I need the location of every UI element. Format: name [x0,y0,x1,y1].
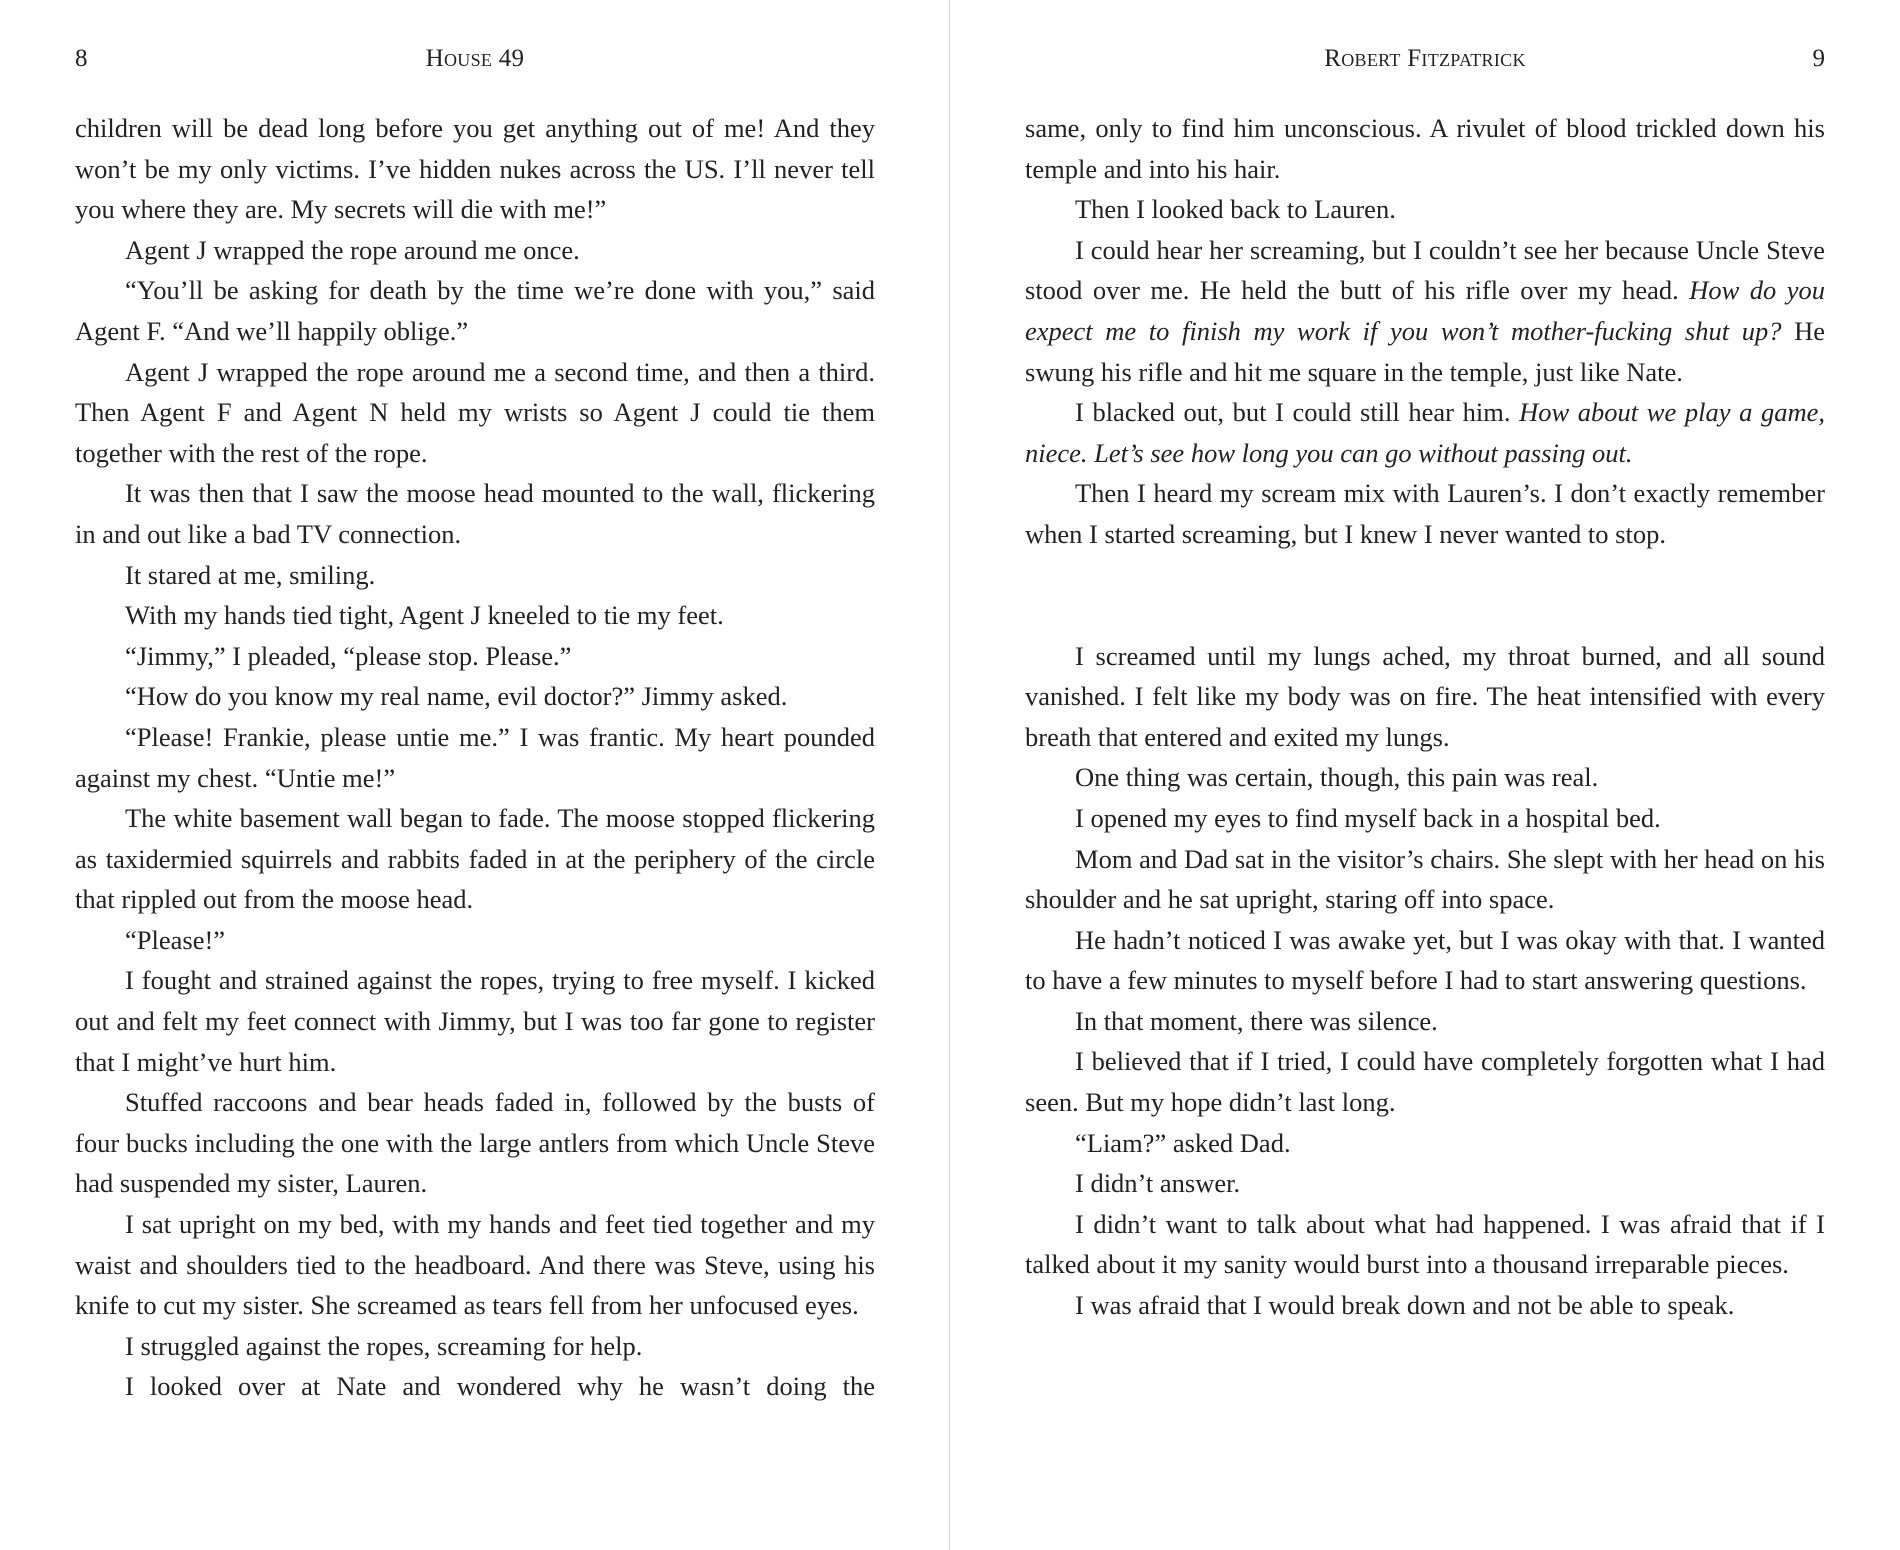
paragraph-text: He swung his rifle and hit me square in the temple, just like Nate. [1025,315,1825,387]
paragraph: “Please! Frankie, please untie me.” I was frantic. My heart pounded against my chest. “Untie me!” [75,721,875,793]
paragraph: “Liam?” asked Dad. [1075,1127,1291,1158]
paragraph [1025,392,1825,473]
page-number: 8 [75,45,88,72]
paragraph: It stared at me, smiling. [125,559,376,590]
paragraph: I screamed until my lungs ached, my throat burned, and all sound vanished. I felt like my body was on fire. The heat intensified with every breath that entered and exited my lungs. [1025,640,1825,752]
paragraph: children will be dead long before you get anything out of me! And they won’t be my only victims. I’ve hidden nukes across the US. I’ll never tell you where they are. My secrets will die with me!” [75,113,875,225]
left-page-body [75,108,875,1407]
scene-break [1025,555,1825,636]
paragraph: I struggled against the ropes, screaming for help. [125,1330,643,1361]
paragraph: “Please!” [125,924,226,955]
paragraph: He hadn’t noticed I was awake yet, but I was okay with that. I wanted to have a few minutes to myself before I had to start answering questions. [1025,924,1825,996]
paragraph: I looked over at Nate and wondered why he wasn’t doing the [125,1371,875,1402]
italic-thought: How about we play a game, niece. Let’s see how long you can go without passing out. [1025,397,1825,468]
right-page-body [1025,108,1825,1326]
paragraph: Then I heard my scream mix with Lauren’s. I don’t exactly remember when I started screaming, but I knew I never wanted to stop. [1025,478,1825,549]
paragraph: I sat upright on my bed, with my hands and feet tied together and my waist and shoulders tied to the headboard. And there was Steve, using his knife to cut my sister. She screamed as tears fell from her unfocused eyes. [75,1209,875,1321]
paragraph: same, only to find him unconscious. A rivulet of blood trickled down his temple and into his hair. [1025,113,1825,184]
paragraph: The white basement wall began to fade. The moose stopped flickering as taxidermied squirrels and rabbits faded in at the periphery of the circle that rippled out from the moose head. [75,803,875,915]
paragraph: I believed that if I tried, I could have completely forgotten what I had seen. But my hope didn’t last long. [1025,1046,1825,1118]
running-head-author: Robert Fitzpatrick [1324,45,1526,72]
paragraph: Stuffed raccoons and bear heads faded in, followed by the busts of four bucks including the one with the large antlers from which Uncle Steve had suspended my sister, Lauren. [75,1087,875,1199]
paragraph: With my hands tied tight, Agent J kneeled to tie my feet. [125,600,724,631]
paragraph: Agent J wrapped the rope around me once. [125,234,580,265]
paragraph: I fought and strained against the ropes, trying to free myself. I kicked out and felt my feet connect with Jimmy, but I was too far gone to register that I might’ve hurt him. [75,965,875,1077]
paragraph: It was then that I saw the moose head mounted to the wall, flickering in and out like a bad TV connection. [75,478,875,549]
paragraph: “You’ll be asking for death by the time we’re done with you,” said Agent F. “And we’ll happily oblige.” [75,275,875,346]
page-number: 9 [1812,45,1825,72]
paragraph: I didn’t want to talk about what had happened. I was afraid that if I talked about it my sanity would burst into a thousand irreparable pieces. [1025,1208,1825,1280]
page-gutter [949,0,950,1550]
paragraph: Agent J wrapped the rope around me a second time, and then a third. Then Agent F and Agent N held my wrists so Agent J could tie them together with the rest of the rope. [75,356,875,468]
paragraph: “How do you know my real name, evil doctor?” Jimmy asked. [125,681,788,712]
running-head-title: House 49 [425,45,525,72]
italic-thought: How do you expect me to finish my work if you won’t mother-fucking shut up? [1025,275,1825,346]
right-page-header [1025,42,1825,76]
paragraph: In that moment, there was silence. [1075,1005,1438,1036]
paragraph-text: I could hear her screaming, but I couldn’t see her because Uncle Steve stood over me. He held the butt of his rifle over my head. [1025,234,1825,306]
left-page [75,0,875,1550]
paragraph: I opened my eyes to find myself back in a hospital bed. [1075,802,1661,833]
paragraph-text: I blacked out, but I could still hear him. [1075,397,1511,428]
paragraph [1025,230,1825,392]
paragraph: Mom and Dad sat in the visitor’s chairs. She slept with her head on his shoulder and he sat upright, staring off into space. [1025,843,1825,915]
paragraph: I was afraid that I would break down and not be able to speak. [1075,1290,1735,1321]
paragraph: Then I looked back to Lauren. [1075,194,1396,225]
paragraph: I didn’t answer. [1075,1168,1241,1199]
right-page [1025,0,1825,1550]
paragraph: One thing was certain, though, this pain was real. [1075,762,1599,793]
left-page-header [75,42,875,76]
paragraph: “Jimmy,” I pleaded, “please stop. Please.” [125,640,572,671]
